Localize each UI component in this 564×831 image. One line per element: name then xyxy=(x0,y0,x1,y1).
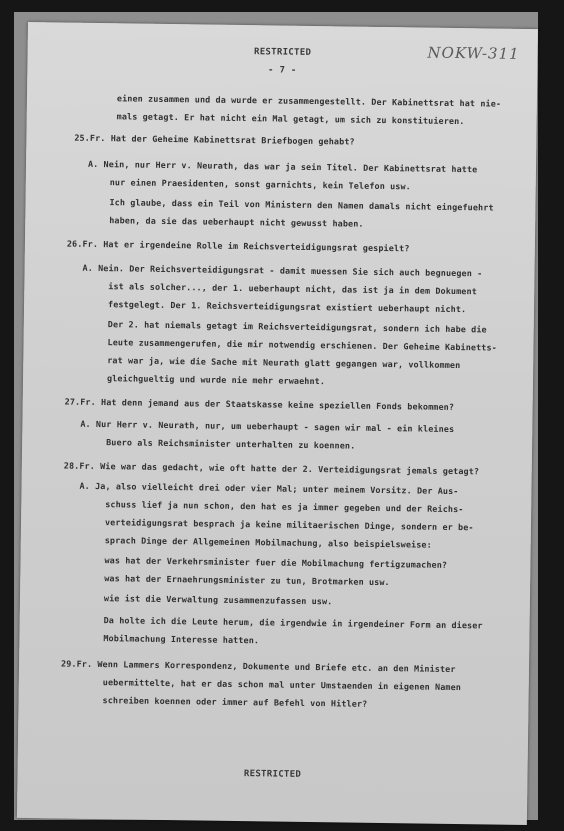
text-line: Leute zusammengerufen, die mir notwendig erschienen. Der Geheime Kabinetts- xyxy=(107,337,497,353)
text-line: festgelegt. Der 1. Reichsverteidigungsrat existiert ueberhaupt nicht. xyxy=(107,299,467,315)
text-line: nur einen Praesidenten, sonst garnichts, kein Telefon usw. xyxy=(109,177,411,192)
text-line: Da holte ich die Leute herum, die irgendwie in irgendeiner Form an dieser xyxy=(103,615,483,631)
text-line: rat war ja, wie die Sache mit Neurath glatt gegangen war, vollkommen xyxy=(107,355,461,371)
text-line: schreiben koennen oder immer auf Befehl von Hitler? xyxy=(102,695,368,709)
text-line: 27.Fr. Hat denn jemand aus der Staatskasse keine speziellen Fonds bekommen? xyxy=(64,396,455,412)
text-line: ist als solcher..., der 1. ueberhaupt nicht, das ist ja in dem Dokument xyxy=(108,281,478,297)
text-line: sprach Dinge der Allgemeinen Mobilmachung, also beispielsweise: xyxy=(104,535,432,550)
text-line: uebermittelte, hat er das schon mal unter Umstaenden in eigenen Namen xyxy=(102,677,462,693)
text-line: A. Nur Herr v. Neurath, nur, um ueberhaupt - sagen wir mal - ein kleines xyxy=(80,418,455,434)
text-line: 28.Fr. Wie war das gedacht, wie oft hatte der 2. Verteidigungsrat jemals getagt? xyxy=(63,460,480,477)
text-line: A. Nein, nur Herr v. Neurath, das war ja sein Titel. Der Kabinettsrat hatte xyxy=(87,158,478,175)
text-line: 26.Fr. Hat er irgendeine Rolle im Reichsverteidigungsrat gespielt? xyxy=(66,238,410,254)
text-line: haben, da sie das ueberhaupt nicht gewusst haben. xyxy=(109,215,364,229)
text-line: 29.Fr. Wenn Lammers Korrespondenz, Dokumente und Briefe etc. an den Minister xyxy=(60,658,456,675)
text-line: 25.Fr. Hat der Geheime Kabinettsrat Briefbogen gehabt? xyxy=(74,132,355,147)
text-line: Mobilmachung Interesse hatten. xyxy=(103,633,260,646)
classification-footer: RESTRICTED xyxy=(243,769,302,780)
document-page xyxy=(17,22,538,825)
text-line: mals getagt. Er hat nicht ein Mal getagt, um sich zu konstituieren. xyxy=(116,111,465,127)
classification-header: RESTRICTED xyxy=(253,47,312,58)
text-line: Buero als Reichsminister unterhalten zu koennen. xyxy=(106,437,356,451)
text-line: schuss lief ja nun schon, den hat es ja immer gegeben und der Reichs- xyxy=(105,499,464,515)
text-line: A. Ja, also vielleicht drei oder vier Mal; unter meinem Vorsitz. Der Aus- xyxy=(79,480,459,497)
text-line: wie ist die Verwaltung zusammenzufassen usw. xyxy=(103,593,333,607)
text-line: was hat der Verkehrsminister fuer die Mobilmachung fertigzumachen? xyxy=(104,555,448,570)
document-code: NOKW-311 xyxy=(427,43,520,63)
text-line: verteidigungsrat besprach ja keine militaerischen Dinge, sondern er be- xyxy=(104,517,474,533)
text-line: was hat der Ernaehrungsminister zu tun, Brotmarken usw. xyxy=(104,573,390,588)
text-line: Der 2. hat niemals getagt im Reichsverteidigungsrat, sondern ich habe die xyxy=(107,319,487,335)
text-line: Ich glaube, dass ein Teil von Ministern den Namen damals nicht eingefuehrt xyxy=(109,197,494,213)
text-line: einen zusammen und da wurde er zusammengestellt. Der Kabinettsrat hat nie- xyxy=(116,93,502,109)
text-line: A. Nein. Der Reichsverteidigungsrat - damit muessen Sie sich auch begnuegen - xyxy=(82,262,483,279)
page-number: - 7 - xyxy=(267,65,297,76)
text-line: gleichgueltig und wurde nie mehr erwaehnt. xyxy=(106,373,326,387)
